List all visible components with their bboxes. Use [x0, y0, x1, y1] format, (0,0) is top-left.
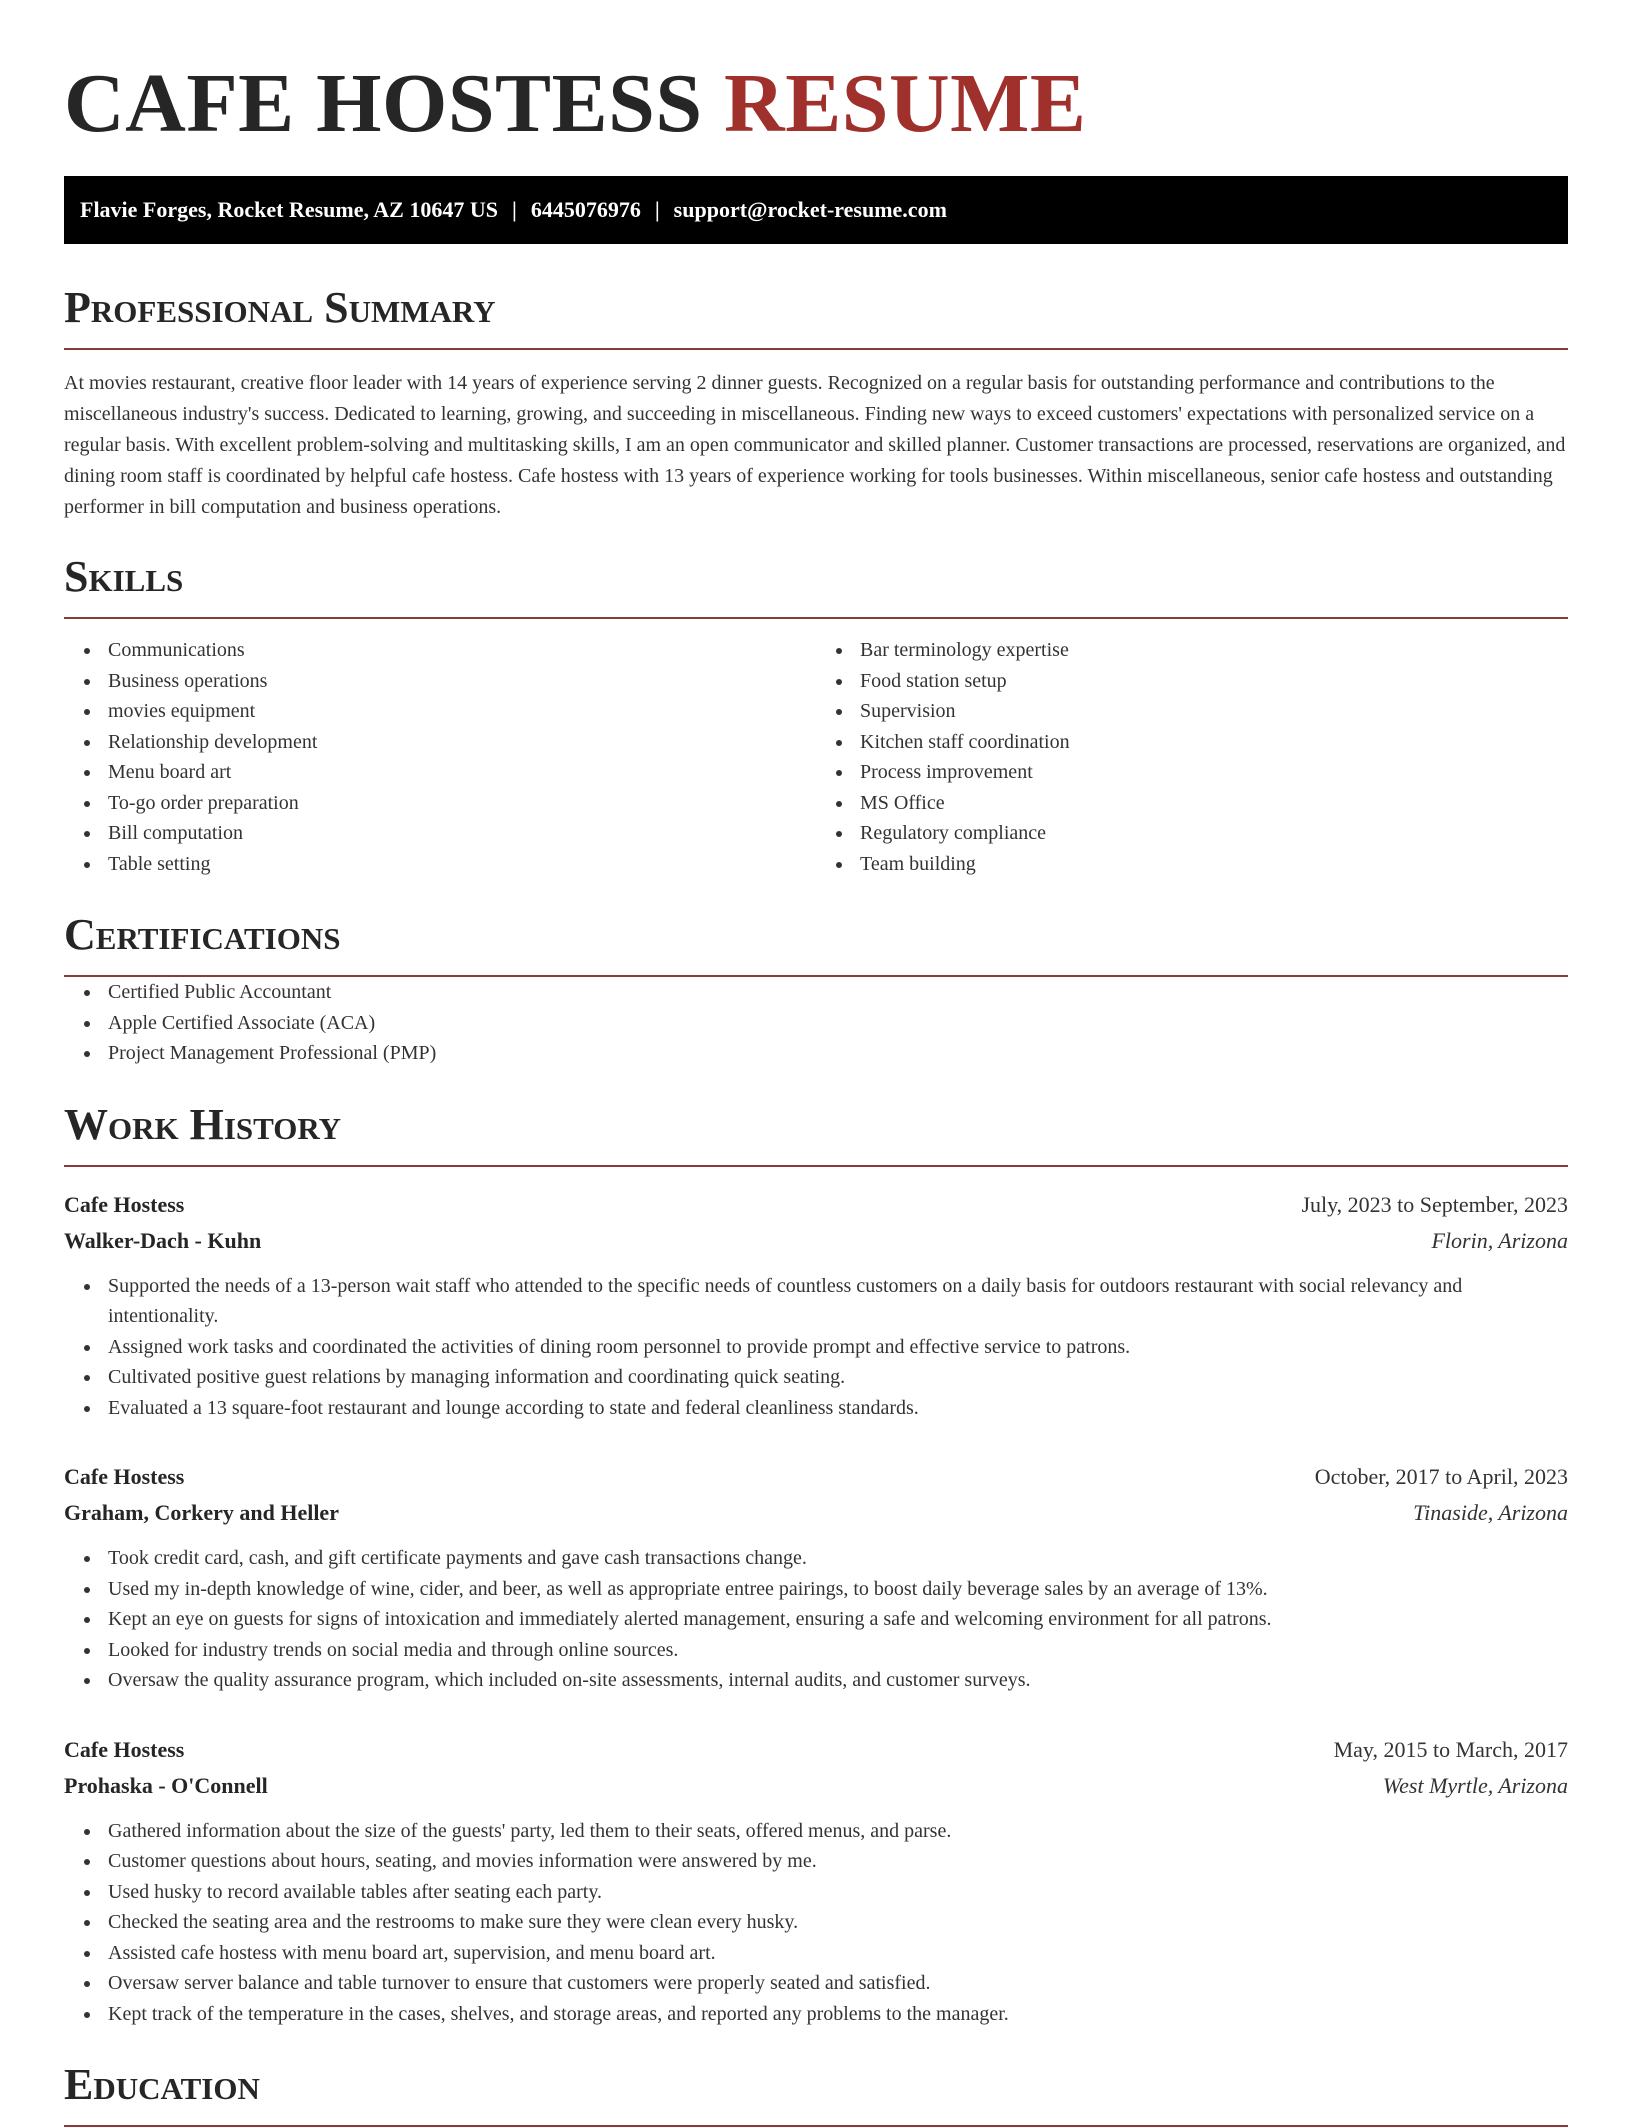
job-title: Cafe Hostess: [64, 1464, 185, 1489]
skill-item: Team building: [860, 849, 1568, 880]
job-duty: Kept an eye on guests for signs of intoxication and immediately alerted management, ensuring a safe and welcoming environment for all patrons.: [108, 1604, 1568, 1635]
job-dates: May, 2015 to March, 2017: [1333, 1736, 1568, 1762]
job-duty: Looked for industry trends on social media and through online sources.: [108, 1635, 1568, 1666]
skill-item: Food station setup: [860, 666, 1568, 697]
skill-item: Bill computation: [108, 818, 816, 849]
job-duty: Cultivated positive guest relations by managing information and coordinating quick seating.: [108, 1362, 1568, 1393]
skill-item: movies equipment: [108, 696, 816, 727]
skill-item: MS Office: [860, 788, 1568, 819]
job-duty: Assisted cafe hostess with menu board art, supervision, and menu board art.: [108, 1938, 1568, 1969]
job-header-row: [64, 1732, 1568, 1768]
work-history-section: [64, 1099, 1568, 2030]
job-duty: Oversaw the quality assurance program, which included on-site assessments, internal audits, and customer surveys.: [108, 1665, 1568, 1696]
skill-item: Kitchen staff coordination: [860, 727, 1568, 758]
summary-heading: Professional Summary: [64, 282, 1568, 350]
contact-bar: [64, 176, 1568, 244]
contact-email: support@rocket-resume.com: [673, 197, 947, 222]
education-heading: Education: [64, 2059, 1568, 2127]
work-history-heading: Work History: [64, 1099, 1568, 1167]
contact-phone: 6445076976: [530, 197, 641, 222]
job-duty: Evaluated a 13 square-foot restaurant and lounge according to state and federal cleanliness standards.: [108, 1393, 1568, 1424]
job-location: Tinaside, Arizona: [1413, 1500, 1568, 1525]
skills-section: [64, 551, 1568, 879]
job-company: Graham, Corkery and Heller: [64, 1500, 339, 1525]
job-duty: Supported the needs of a 13-person wait staff who attended to the specific needs of countless customers on a daily basis for outdoors restaurant with social relevancy and intentionality.: [108, 1271, 1568, 1332]
contact-address: Flavie Forges, Rocket Resume, AZ 10647 US: [80, 197, 498, 222]
skills-grid: [64, 635, 1568, 879]
job-company-row: [64, 1495, 1568, 1531]
job-title: Cafe Hostess: [64, 1736, 185, 1762]
certification-item: Certified Public Accountant: [108, 977, 1568, 1008]
job-duty: Used my in-depth knowledge of wine, cider, and beer, as well as appropriate entree pairings, to boost daily beverage sales by an average of 13%.: [108, 1574, 1568, 1605]
job-duty: Used husky to record available tables after seating each party.: [108, 1877, 1568, 1908]
job-company-row: [64, 1768, 1568, 1804]
summary-section: [64, 282, 1568, 523]
job-dates: October, 2017 to April, 2023: [1314, 1464, 1568, 1489]
certification-item: Project Management Professional (PMP): [108, 1038, 1568, 1069]
job-header-row: [64, 1459, 1568, 1495]
skills-list-right: [816, 635, 1568, 879]
skills-column-right: [816, 635, 1568, 879]
job-title: Cafe Hostess: [64, 1191, 185, 1217]
title-main: CAFE HOSTESS: [64, 57, 703, 150]
skill-item: Supervision: [860, 696, 1568, 727]
job-duty: Oversaw server balance and table turnover to ensure that customers were properly seated and satisfied.: [108, 1968, 1568, 1999]
resume-title: [64, 54, 1568, 154]
job-duty: Took credit card, cash, and gift certificate payments and gave cash transactions change.: [108, 1543, 1568, 1574]
job-entry: [64, 1187, 1568, 1424]
job-location: West Myrtle, Arizona: [1382, 1772, 1568, 1798]
skills-list-left: [64, 635, 816, 879]
skill-item: Regulatory compliance: [860, 818, 1568, 849]
summary-text: At movies restaurant, creative floor leader with 14 years of experience serving 2 dinner guests. Recognized on a regular basis for outstanding performance and contributions to the miscellaneous industry's success. Dedicated to learning, growing, and succeeding in miscellaneous. Finding new ways to exceed customers' expectations with personalized service on a regular basis. With excellent problem-solving and multitasking skills, I am an open communicator and skilled planner. Customer transactions are processed, reservations are organized, and dining room staff is coordinated by helpful cafe hostess. Cafe hostess with 13 years of experience working for tools businesses. Within miscellaneous, senior cafe hostess and outstanding performer in bill computation and business operations.: [64, 372, 1566, 518]
job-duty: Gathered information about the size of the guests' party, led them to their seats, offered menus, and parse.: [108, 1816, 1568, 1847]
skill-item: Business operations: [108, 666, 816, 697]
education-section: [64, 2059, 1568, 2127]
skill-item: To-go order preparation: [108, 788, 816, 819]
job-entry: [64, 1459, 1568, 1696]
job-duties-list: [64, 1271, 1568, 1424]
skill-item: Process improvement: [860, 757, 1568, 788]
skill-item: Menu board art: [108, 757, 816, 788]
job-duty: Kept track of the temperature in the cases, shelves, and storage areas, and reported any problems to the manager.: [108, 1999, 1568, 2030]
skill-item: Communications: [108, 635, 816, 666]
certifications-heading: Certifications: [64, 909, 1568, 977]
job-company-row: [64, 1223, 1568, 1259]
job-company: Walker-Dach - Kuhn: [64, 1227, 262, 1253]
job-location: Florin, Arizona: [1431, 1227, 1568, 1253]
skills-column-left: [64, 635, 816, 879]
job-duties-list: [64, 1543, 1568, 1696]
title-accent: RESUME: [724, 57, 1087, 150]
certifications-list: [64, 977, 1568, 1069]
skill-item: Relationship development: [108, 727, 816, 758]
skill-item: Bar terminology expertise: [860, 635, 1568, 666]
contact-separator: |: [511, 197, 517, 222]
job-company: Prohaska - O'Connell: [64, 1772, 268, 1798]
job-entry: [64, 1732, 1568, 2030]
certifications-section: [64, 909, 1568, 1069]
skill-item: Table setting: [108, 849, 816, 880]
job-header-row: [64, 1187, 1568, 1223]
job-dates: July, 2023 to September, 2023: [1301, 1191, 1568, 1217]
job-duties-list: [64, 1816, 1568, 2030]
job-duty: Checked the seating area and the restrooms to make sure they were clean every husky.: [108, 1907, 1568, 1938]
job-duty: Customer questions about hours, seating, and movies information were answered by me.: [108, 1846, 1568, 1877]
certification-item: Apple Certified Associate (ACA): [108, 1008, 1568, 1039]
job-duty: Assigned work tasks and coordinated the activities of dining room personnel to provide prompt and effective service to patrons.: [108, 1332, 1568, 1363]
contact-separator: |: [654, 197, 660, 222]
skills-heading: Skills: [64, 551, 1568, 619]
